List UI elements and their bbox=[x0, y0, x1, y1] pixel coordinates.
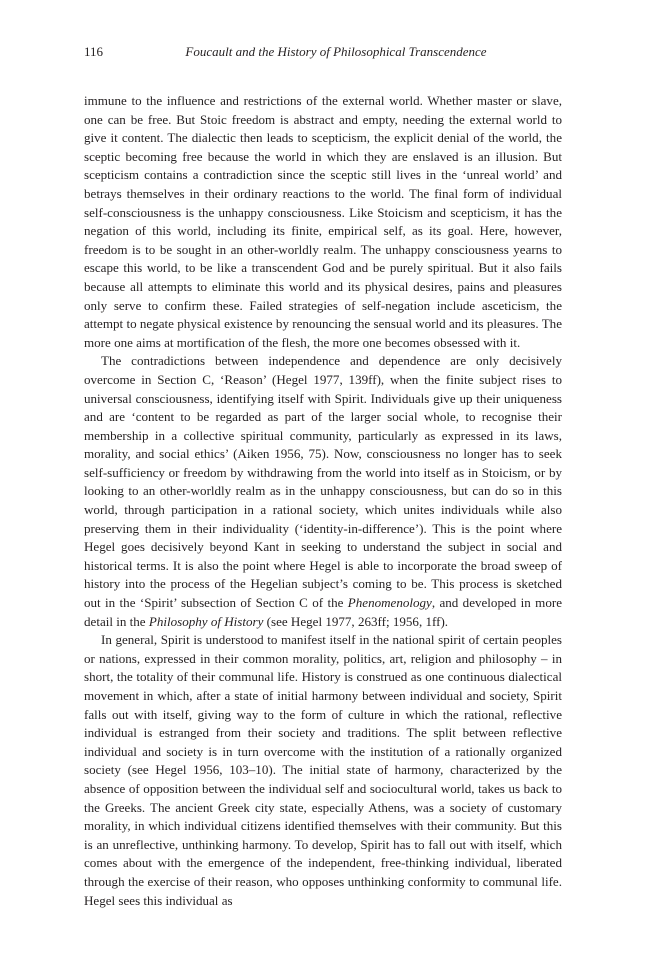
page-header bbox=[84, 44, 562, 64]
philosophy-of-history-title: Philosophy of History bbox=[148, 613, 264, 629]
paragraph-1: immune to the influence and restrictions of the external world. Whether master or slave, one can be free. But Stoic freedom is abstract and empty, needing the external world to give it content. The dialectic then leads to scepticism, the explicit denial of the world, the sceptic becoming free because the world in which they are enslaved is an illusion. But scepticism contains a contradiction since the sceptic still lives in the ‘unreal world’ and betrays themselves in their ordinary reactions to the world. The final form of individual self-consciousness is the unhappy consciousness. Like Stoicism and scepticism, it has the negation of this world, including its finite, empirical self, as its goal. Here, however, freedom is to be sought in an other-worldly realm. The unhappy consciousness yearns to escape this world, to be like a transcendent God and be purely spiritual. But it also fails because all attempts to eliminate this world and its physical desires, pains and pleasures only serve to confirm these. Failed strategies of self-negation include asceticism, the attempt to negate physical existence by renouncing the sensual world and its pleasures. The more one aims at mortification of the flesh, the more one becomes obsessed with it. bbox=[84, 93, 562, 350]
paragraph-2-text-c: (see Hegel 1977, 263ff; 1956, 1ff). bbox=[263, 613, 449, 629]
body-text bbox=[84, 92, 562, 910]
paragraph-3: In general, Spirit is understood to manifest itself in the national spirit of certain peoples or nations, expressed in their common morality, politics, art, religion and philosophy – in short, the totality of their communal life. History is construed as one continuous dialectical movement in which, after a state of initial harmony between individual and society, Spirit falls out with itself, giving way to the form of culture in which the rational, reflective individual is estranged from their society and traditions. The split between reflective individual and society is in turn overcome with the institution of a rationally organized society (see Hegel 1956, 103–10). The initial state of harmony, characterized by the absence of opposition between the individual self and sociocultural world, takes us back to the Greeks. The ancient Greek city state, especially Athens, was a society of customary morality, in which individual citizens identified themselves with their community. But this is an unreflective, unthinking harmony. To develop, Spirit has to fall out with itself, which comes about with the emergence of the independent, free-thinking individual, liberated through the exercise of their reason, who opposes unthinking conformity to communal life. Hegel sees this individual as bbox=[84, 632, 562, 908]
paragraph-2 bbox=[84, 352, 562, 631]
paragraph-2-text-a: The contradictions between independence and dependence are only decisively overcome in Section C, ‘Reason’ (Hegel 1977, 139ff), when the finite subject rises to universal consciousness, identifying itself with Spirit. Individuals give up their uniqueness and are ‘content to be regarded as part of the larger social whole, to recognise their membership in a collective spiritual community, particularly as expressed in its laws, morality, and social ethics’ (Aiken 1956, 75). Now, consciousness no longer has to seek self-sufficiency or freedom by withdrawing from the world into itself as in Stoicism, or by looking to an other-worldly realm as in the unhappy consciousness, but can do so in this world, through participation in a rational society, which unites individuals while also preserving them in their individuality (‘identity-in-difference’). This is the point where Hegel goes decisively beyond Kant in seeking to understand the subject in social and historical terms. It is also the point where Hegel is able to incorporate the broad sweep of history into the process of the Hegelian subject’s coming to be. This process is sketched out in the ‘Spirit’ subsection of Section C of the bbox=[84, 353, 562, 611]
page-number: 116 bbox=[84, 44, 104, 59]
phenomenology-title: Phenomenology bbox=[347, 595, 432, 611]
running-title: Foucault and the History of Philosophical Transcendence bbox=[185, 44, 487, 59]
paragraph-2-text-b: , and developed in more detail in the bbox=[84, 595, 562, 629]
